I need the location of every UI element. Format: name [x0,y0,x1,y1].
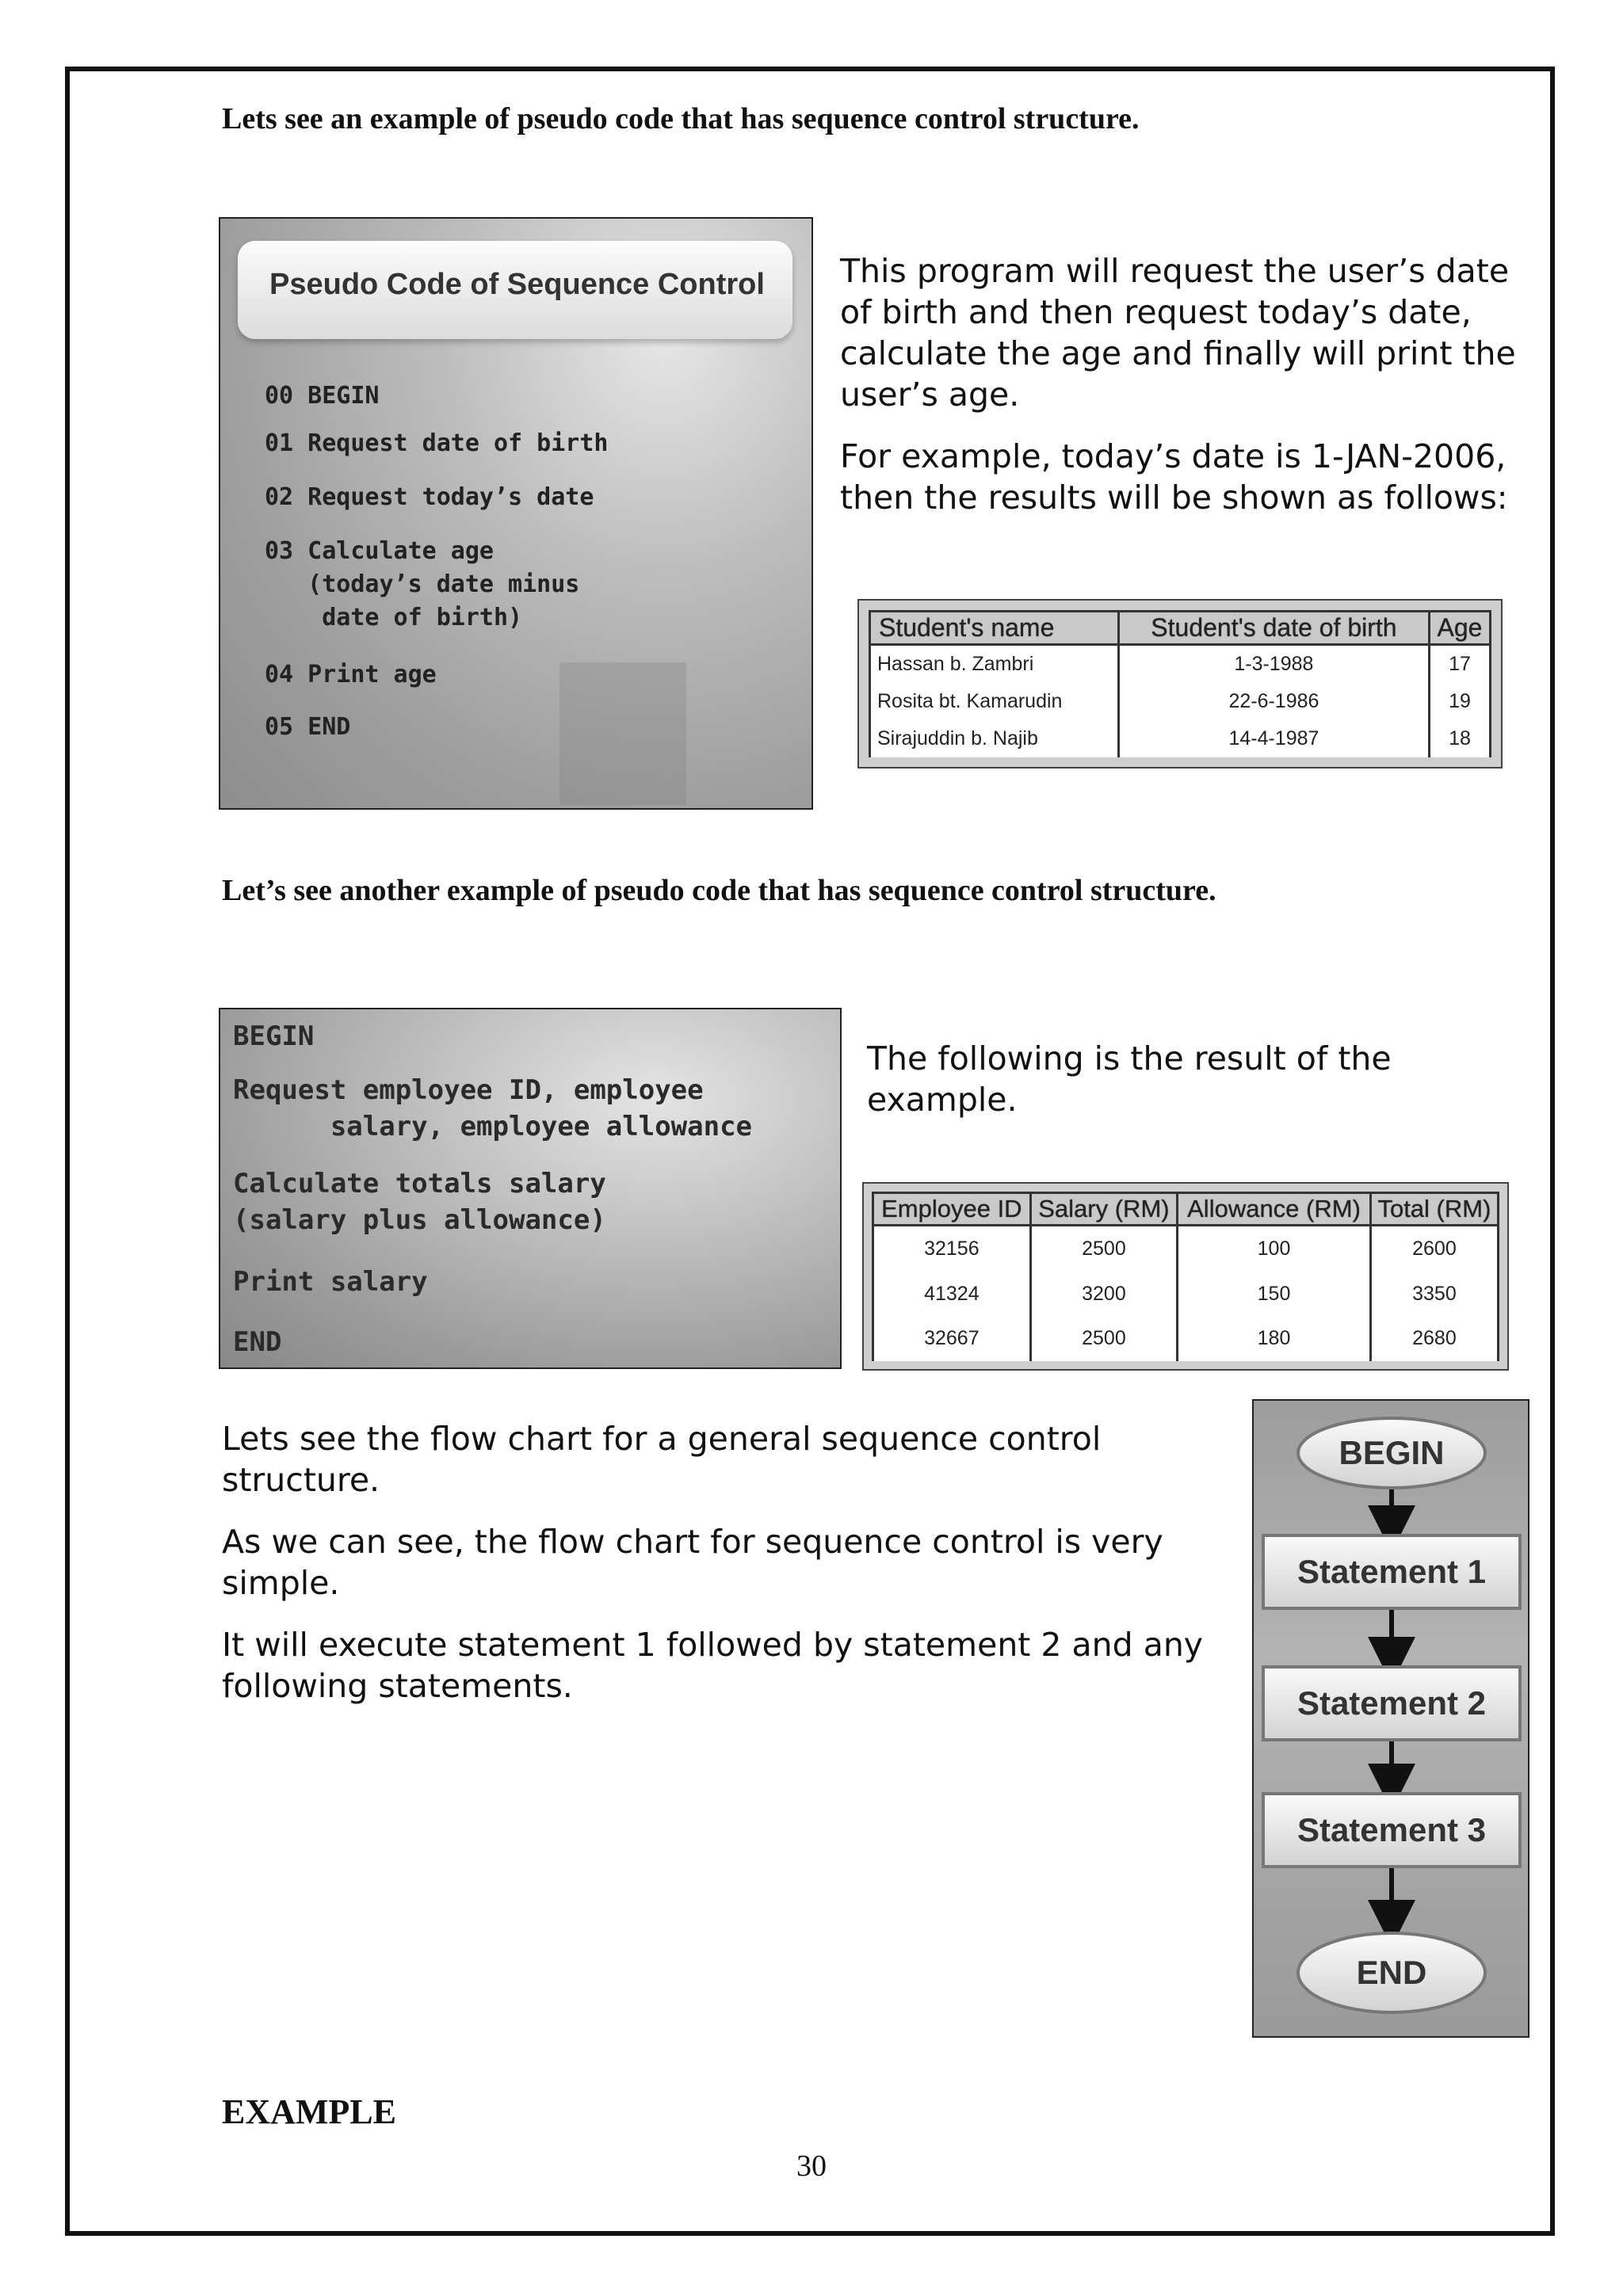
table-row [873,1226,1499,1272]
description-paragraph: It will execute statement 1 followed by statement 2 and any following statements. [222,1626,1204,1705]
flowchart-svg [1254,1401,1528,2036]
description-2 [867,1038,1501,1141]
code-line: Request employee ID, employee [233,1074,704,1106]
table-header: Student's date of birth [1118,612,1429,645]
pseudo-code-screenshot-2 [219,1008,842,1369]
description-paragraph: Lets see the flow chart for a general sequence control structure. [222,1420,1102,1499]
panel-title: Pseudo Code of Sequence Control [269,268,765,301]
table-header: Total (RM) [1370,1193,1498,1226]
table-cell: 3200 [1030,1272,1177,1316]
table-header: Student's name [870,612,1119,645]
begin-label: BEGIN [1338,1434,1445,1471]
description-paragraph: The following is the result of the example. [867,1039,1392,1119]
table-cell: Hassan b. Zambri [870,645,1119,684]
page-number: 30 [796,2149,827,2183]
table-cell: 41324 [873,1272,1031,1316]
code-line: (today’s date minus [265,570,580,598]
section2-heading: Let’s see another example of pseudo code that has sequence control structure. [222,874,1216,907]
table-cell: Rosita bt. Kamarudin [870,683,1119,720]
end-label: END [1356,1954,1427,1991]
table-cell: 2500 [1030,1317,1177,1361]
table-cell: 22-6-1986 [1118,683,1429,720]
table-row [873,1272,1499,1316]
statement-2-label: Statement 2 [1296,1684,1487,1722]
panel-title-bar [238,241,792,339]
table-header: Age [1429,612,1490,645]
code-line: date of birth) [265,604,523,631]
statement-3-label: Statement 3 [1296,1811,1487,1848]
pseudo-code-screenshot-1 [219,217,813,810]
table-cell: 32667 [873,1317,1031,1361]
decorative-shape [559,662,686,805]
table-row [870,645,1491,684]
table-row [870,683,1491,720]
section1-heading: Lets see an example of pseudo code that has sequence control structure. [222,102,1140,135]
table-cell: 150 [1178,1272,1371,1316]
code-line: 01 Request date of birth [265,429,609,457]
description-paragraph: This program will request the user’s date of birth and then request today’s date, calculate the age and finally will print the user’s age. [840,252,1516,414]
code-line: Print salary [233,1266,428,1298]
table-cell: 180 [1178,1317,1371,1361]
table-header: Allowance (RM) [1178,1193,1371,1226]
table-cell: 2600 [1370,1226,1498,1272]
table-row [873,1317,1499,1361]
table-cell: 1-3-1988 [1118,645,1429,684]
table-row [870,720,1491,757]
table-cell: 19 [1429,683,1490,720]
table-header: Employee ID [873,1193,1031,1226]
table-cell: 18 [1429,720,1490,757]
code-line: Calculate totals salary [233,1168,606,1199]
statement-1-label: Statement 1 [1296,1553,1487,1590]
code-line: 00 BEGIN [265,382,380,410]
table-cell: 32156 [873,1226,1031,1272]
code-line: 03 Calculate age [265,537,494,565]
code-line: (salary plus allowance) [233,1204,606,1236]
table-cell: 17 [1429,645,1490,684]
description-3 [222,1418,1220,1727]
description-1 [840,250,1522,539]
student-age-table [857,599,1503,769]
table-cell: 2680 [1370,1317,1498,1361]
employee-salary-table [862,1182,1509,1371]
table-header: Salary (RM) [1030,1193,1177,1226]
code-line: 04 Print age [265,661,437,688]
description-paragraph: For example, today’s date is 1-JAN-2006, then the results will be shown as follows: [840,437,1508,517]
table-cell: 14-4-1987 [1118,720,1429,757]
description-paragraph: As we can see, the flow chart for sequence control is very simple. [222,1523,1163,1602]
table-cell: 2500 [1030,1226,1177,1272]
example-heading: EXAMPLE [222,2092,396,2131]
table-cell: Sirajuddin b. Najib [870,720,1119,757]
table-cell: 3350 [1370,1272,1498,1316]
code-line: BEGIN [233,1020,315,1052]
code-line: 02 Request today’s date [265,483,594,511]
code-line: END [233,1326,282,1358]
table-cell: 100 [1178,1226,1371,1272]
code-line: 05 END [265,713,351,741]
sequence-flowchart [1252,1399,1529,2038]
code-line: salary, employee allowance [233,1111,753,1142]
